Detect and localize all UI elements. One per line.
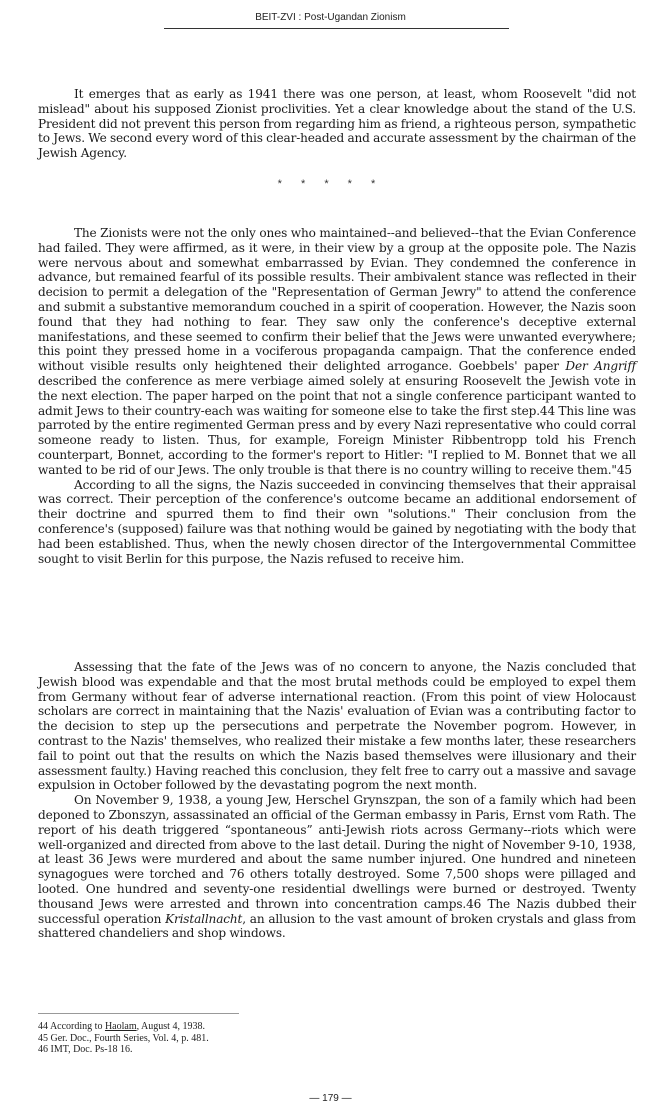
paragraph-text: described the conference as mere verbiage aimed solely at ensuring Roosevelt the Jewish vote in the next election. The paper harped on the point that not a single conference participant wanted to admit Jews to their country-each was waiting for someone else to take the first step.44 This line was parroted by the entire regimented German press and by every Nazi representative who could corral someone ready to listen. Thus, for example, Foreign Minister Ribbentropp told his French counterpart, Bonnet, according to the former's report to Hitler: "I replied to M. Bonnet that we all wanted to be rid of our Jews. The only trouble is that there is no country willing to receive them."45 [38,373,636,477]
running-head: BEIT-ZVI : Post-Ugandan Zionism [255,12,406,23]
body-block-2 [38,226,636,566]
body-block-3 [38,660,636,941]
footnote-source-underlined: Haolam [104,1021,137,1032]
footnote-text: According to [49,1021,105,1032]
footnotes [38,1021,209,1056]
paragraph-roosevelt: It emerges that as early as 1941 there was one person, at least, whom Roosevelt "did not mislead" about his supposed Zionist proclivities. Yet a clear knowledge about the stand of the U.S. President did not prevent this person from regarding him as friend, a righteous person, sympathetic to Jews. We second every word of this clear-headed and accurate assessment by the chairman of the Jewish Agency. [38,87,637,161]
paragraph-text: On November 9, 1938, a young Jew, Herschel Grynszpan, the son of a family which had been deponed to Zbonszyn, assassinated an official of the German embassy in Paris, Ernst vom Rath. The report of his death triggered “spontaneous” anti-Jewish riots across Germany--riots which were well-organized and directed from above to the last detail. During the night of November 9-10, 1938, at least 36 Jews were murdered and about the same number injured. One hundred and nineteen synagogues were torched and 76 others totally destroyed. Some 7,500 shops were pillaged and looted. One hundred and seventy-one residential dwellings were burned or destroyed. Twenty thousand Jews were arrested and thrown into concentration camps.46 The Nazis dubbed their successful operation [38,793,636,926]
footnote-number: 46 [38,1044,48,1055]
header-rule [164,28,509,29]
footnote-number: 44 [38,1021,48,1032]
section-break: * * * * * [277,178,384,190]
paragraph-jewish-blood: Assessing that the fate of the Jews was of no concern to anyone, the Nazis concluded that Jewish blood was expendable and that the most brutal methods could be employed to expel them from Germany without fear of adverse international reaction. (From this point of view Holocaust scholars are correct in maintaining that the Nazis' evaluation of Evian was a contributing factor to the decision to step up the persecutions and perpetrate the November pogrom. However, in contrast to the Nazis' themselves, who realized their mistake a few months later, these researchers fail to point out that the results on which the Nazis based themselves were illusionary and their assessment faulty.) Having reached this conclusion, they felt free to carry out a massive and savage expulsion in October followed by the devastating pogrom the next month. [38,660,636,793]
paragraph-kristallnacht [38,793,636,941]
footnote-rule [38,1013,239,1014]
footnote-text: , August 4, 1938. [136,1021,205,1032]
body-block-1 [38,87,636,161]
paragraph-text: , an allusion to the vast amount of broken crystals and glass from shattered chandeliers and shop windows. [38,911,637,941]
footnote-text: Ger. Doc., Fourth Series, Vol. 4, p. 481. [50,1032,209,1044]
footnote-46 [38,1044,209,1056]
paragraph-nazi-appraisal: According to all the signs, the Nazis succeeded in convincing themselves that their appraisal was correct. Their perception of the conference's outcome became an additional endorsement of their doctrine and spurred them to find their own "solutions." Their conclusion from the conference's (supposed) failure was that nothing would be gained by negotiating with the body that had been established. Thus, when the newly chosen director of the Intergovernmental Committee sought to visit Berlin for this purpose, the Nazis refused to receive him. [38,477,636,566]
footnote-text: IMT, Doc. Ps-18 16. [50,1044,133,1055]
footnote-number: 45 [38,1032,48,1044]
paragraph-text: The Zionists were not the only ones who maintained--and believed--that the Evian Conference had failed. They were affirmed, as it were, in their view by a group at the opposite pole. The Nazis were nervous about and somewhat embarrassed by Evian. They condemned the conference in advance, but remained fearful of its possible results. Their ambivalent stance was reflected in their decision to permit a delegation of the "Representation of German Jewry" to attend the conference and submit a substantive memorandum couched in a spirit of cooperation. However, the Nazis soon found that they had nothing to fear. They saw only the conference's deceptive external manifestations, and these seemed to confirm their belief that the Jews were unwanted everywhere; this point they pressed home in a vociferous propaganda campaign. That the conference ended without visible results only heightened their delighted arrogance. Goebbels' paper [38,226,636,374]
page-number: — 179 — [309,1093,352,1104]
footnote-45 [38,1033,209,1045]
italic-term-kristallnacht: Kristallnacht [165,911,243,926]
paragraph-evian-nazis [38,226,636,478]
footnote-44 [38,1021,209,1033]
italic-title-der-angriff: Der Angriff [565,359,636,374]
